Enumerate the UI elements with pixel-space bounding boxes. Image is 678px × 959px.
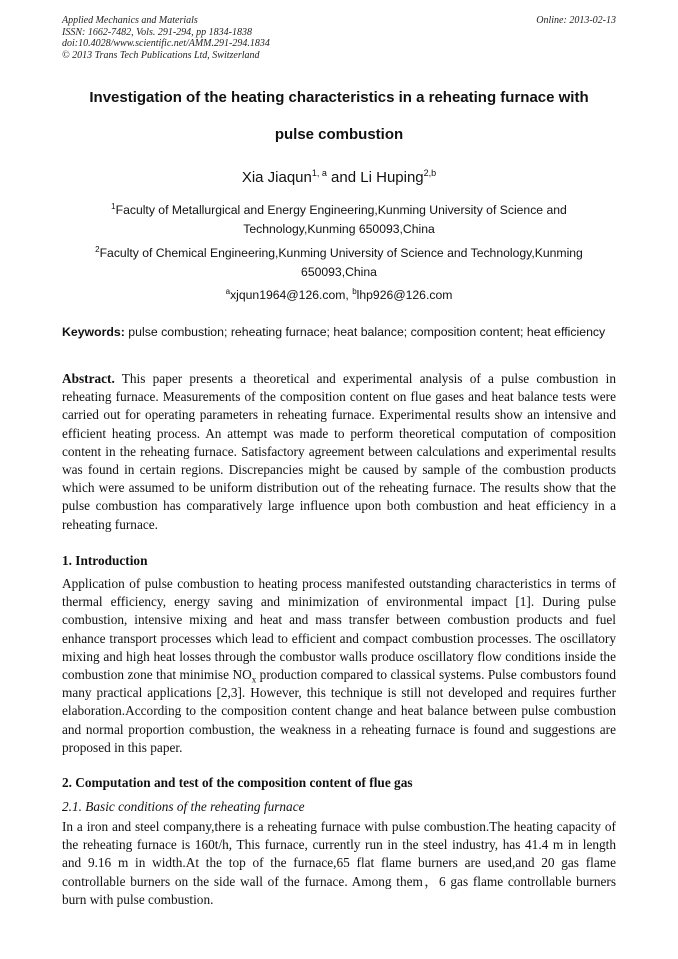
abstract-label: Abstract. [62,371,115,386]
author-2: Li Huping [360,169,424,186]
nox-subscript: x [251,674,257,685]
author-conjunction: and [326,169,361,186]
section-2-heading: 2. Computation and test of the composition content of flue gas [62,775,413,790]
title-line-2: pulse combustion [274,126,404,143]
journal-header [62,15,616,61]
affiliation-2-superscript: 2 [95,244,100,254]
author-emails [62,286,616,305]
online-date: Online: 2013-02-13 [536,15,616,26]
section-1-paragraph [62,575,616,757]
affiliation-2 [62,244,616,281]
keywords-text: pulse combustion; reheating furnace; heat balance; composition content; heat efficiency [124,325,606,339]
keywords-label: Keywords: [62,325,125,339]
author-1-superscript: 1, a [311,168,327,178]
issn-line: ISSN: 1662-7482, Vols. 291-294, pp 1834-1838 [62,26,252,38]
copyright-line: © 2013 Trans Tech Publications Ltd, Switzerland [62,49,260,61]
affiliation-1-text: Faculty of Metallurgical and Energy Engineering,Kunming University of Science and Technology,Kunming 650093,China [115,203,567,236]
title-line-1: Investigation of the heating characteristics in a reheating furnace with [89,89,589,106]
abstract [62,370,616,534]
author-1: Xia Jiaqun [241,169,312,186]
email-b: lhp926@126.com [356,288,453,302]
abstract-text: This paper presents a theoretical and experimental analysis of a pulse combustion in reheating furnace. Measurements of the composition content on flue gases and heat balance tests were carried out for operating parameters in reheating furnace. Experimental results show an intensive and efficient heating process. An attempt was made to perform theoretical computation of composition content in the reheating furnace. Satisfactory agreement between calculations and experimental results was found in certain regions. Discrepancies might be caused by sample of the combustion products which were assumed to be uniform distribution out of the reheating furnace. The results show that the pulse combustion has comparatively large influence upon both combustion and heat efficiency in a reheating furnace. [62,371,616,532]
section-1-heading: 1. Introduction [62,553,148,568]
section-2-1-paragraph: In a iron and steel company,there is a reheating furnace with pulse combustion.The heating capacity of the reheating furnace is 160t/h, This furnace, currently run in the steel industry, has 41.4 m in length and 9.16 m in width.At the top of the furnace,65 flat flame burners are used,and 20 gas flame controllable burners on the side wall of the furnace. Among them，6 gas flame controllable burners burn with pulse combustion. [62,819,616,907]
affiliation-1-superscript: 1 [111,201,116,211]
author-2-superscript: 2,b [423,168,437,178]
doi-line: doi:10.4028/www.scientific.net/AMM.291-294.1834 [62,38,270,50]
keywords [62,323,616,341]
email-a: xjqun1964@126.com, [230,288,353,302]
journal-name: Applied Mechanics and Materials [62,15,198,26]
author-list [62,169,616,187]
intro-text-part-1: Application of pulse combustion to heating process manifested outstanding characteristics in terms of thermal efficiency, energy saving and minimization of environmental impact [1]. During pulse combustion, intensive mixing and heat and mass transfer between combustion products and fuel enhance transport processes which lead to efficient and compact combustion processes. The oscillatory mixing and high heat losses through the combustor walls produce oscillatory flow conditions inside the combustion zone that minimise NO [62,576,616,683]
email-b-superscript: b [352,286,357,296]
email-a-superscript: a [225,286,231,296]
paper-title [55,88,623,144]
intro-text-part-2: production compared to classical systems. Pulse combustors found many practical applications [2,3]. However, this technique is still not developed and requires further elaboration.According to the composition content change and heat balance between pulse combustion and normal proportion combustion, the weakness in a reheating furnace is found and suggestions are proposed in this paper. [62,667,616,755]
section-2-1-heading: 2.1. Basic conditions of the reheating furnace [62,799,305,814]
affiliation-2-text: Faculty of Chemical Engineering,Kunming University of Science and Technology,Kunming 650093,China [99,246,583,279]
affiliation-1 [62,201,616,238]
